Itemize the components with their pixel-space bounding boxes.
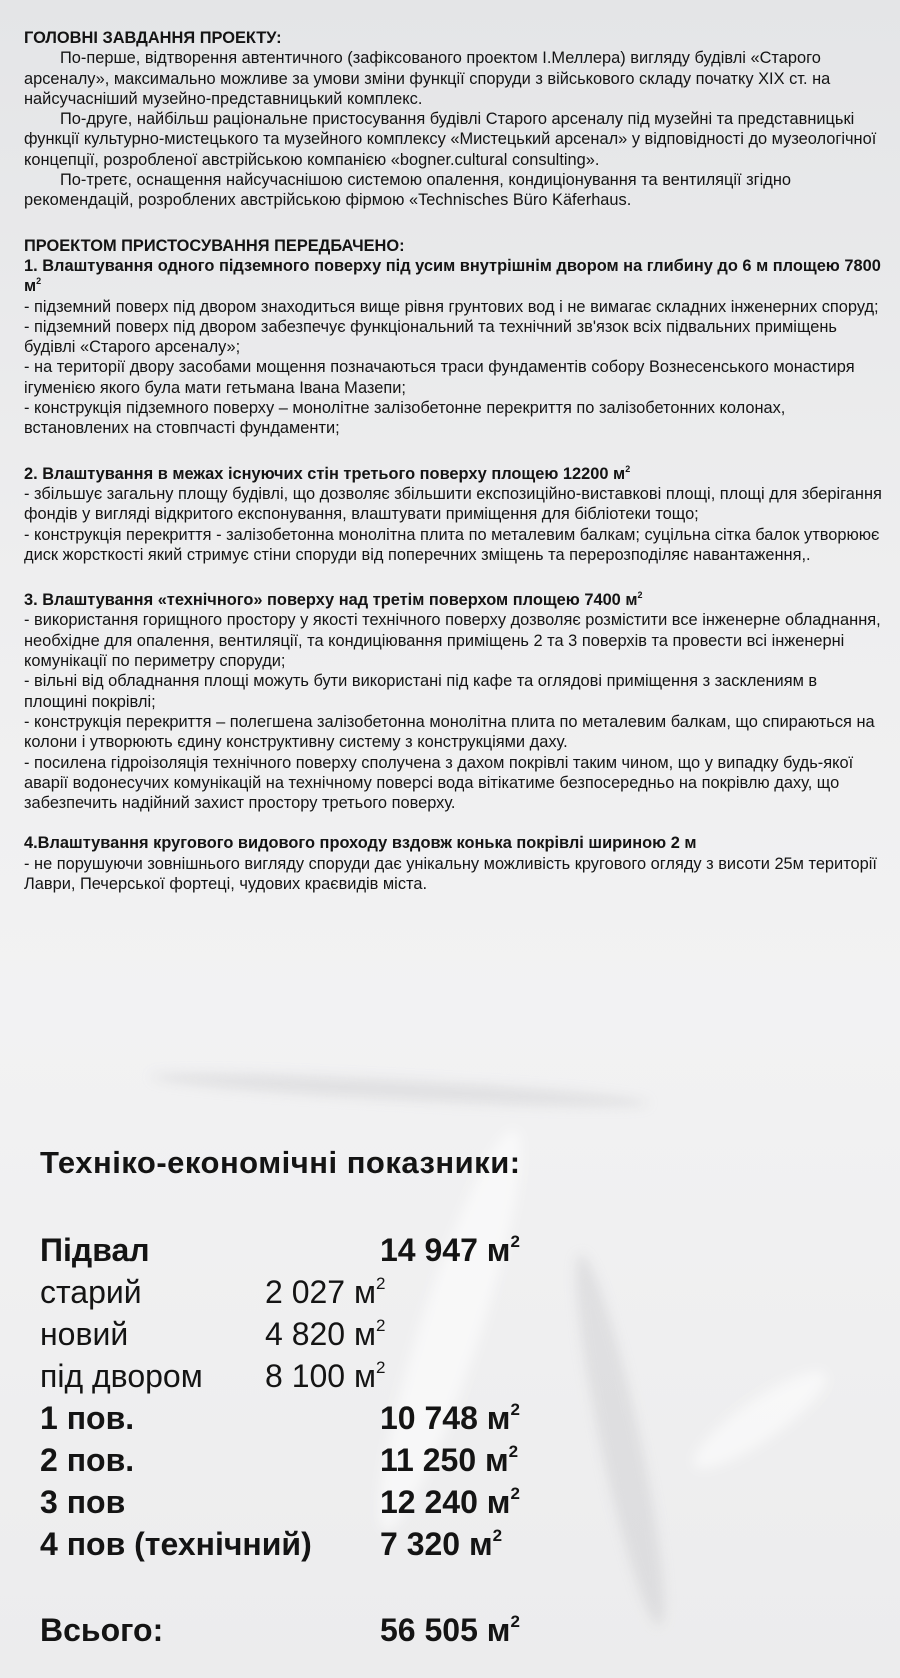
provision-line: - конструкція перекриття – полегшена залізобетонна монолітна плита по металевим балкам, що спираються на колони і утворюють єдину конструктивну систему з конструкціями даху.: [24, 712, 875, 752]
indicators-title: Техніко-економічні показники:: [40, 1145, 521, 1180]
indicator-label: Підвал: [40, 1232, 150, 1268]
indicator-value: 11 250 $м^2$: [380, 1442, 519, 1478]
paper-crease: [683, 1358, 837, 1483]
provision-line: - конструкція підземного поверху – монолітне залізобетонне перекриття по залізобетонних колонах, встановлених на стовпчасті фундаменти;: [24, 399, 786, 438]
indicator-label: 3 пов: [40, 1484, 126, 1520]
indicator-value: 14 947 $м^2$: [380, 1232, 520, 1268]
project-description: [24, 28, 884, 894]
main-task-paragraph: По-третє, оснащення найсучаснішою системою опалення, кондиціонування та вентиляції згідно рекомендацій, розроблених австрійською фірмою «Technisches Büro Käferhaus.: [24, 171, 792, 210]
paper-crease: [150, 1067, 650, 1113]
main-task-paragraph: По-друге, найбільш раціональне пристосування будівлі Старого арсеналу під музейні та представницькі функції культурно-мистецького та музейного комплексу «Мистецький арсенал» у відповідності до музеологічної концепції, розробленої австрійською компанією «bogner.cultural consulting».: [24, 110, 877, 169]
provision-line: - посилена гідроізоляція технічного поверху сполучена з дахом покрівлі таким чином, що у випадку будь-якої аварії водонесучих комунікацій на технічному поверсі вода вітікатиме безпосередньо на покрівлю даху, що забезпечить надійний захист простору третього поверху.: [24, 753, 854, 813]
indicator-value: 7 320 $м^2$: [380, 1526, 503, 1562]
provision-line: - вільні від обладнання площі можуть бути використані під кафе та оглядові приміщення з засклениям в площині покрівлі;: [24, 672, 818, 711]
provisions-heading: ПРОЕКТОМ ПРИСТОСУВАННЯ ПЕРЕДБАЧЕНО:: [24, 236, 405, 255]
indicator-label: старий: [40, 1274, 142, 1310]
indicator-value: 2 027 $м^2$: [265, 1274, 386, 1310]
indicator-label: 1 пов.: [40, 1400, 135, 1436]
main-task-paragraph: По-перше, відтворення автентичного (зафіксованого проектом І.Меллера) вигляду будівлі «Старого арсеналу», максимально можливе за умови зміни функції споруди з військового складу початку XIX ст. на найсучасніший музейно-представницький комплекс.: [24, 49, 831, 108]
provision-line: - використання горищного простору у якості технічного поверху дозволяє розмістити все інженерне обладнання, необхідне для опалення, вентиляції, та кондиціювання приміщень 2 та 3 поверхів та провести всі інженерні комунікації по периметру споруди;: [24, 611, 881, 671]
provision-line: - підземний поверх під двором забезпечує функціональний та технічний зв'язок всіх підвальних приміщень будівлі «Старого арсеналу»;: [24, 317, 837, 357]
main-tasks-heading: ГОЛОВНІ ЗАВДАННЯ ПРОЕКТУ:: [24, 29, 282, 47]
provision-item-title: 1. Влаштування одного підземного поверху під усим внутрішнім двором на глибину до 6 м площею 7800 $м^2$: [24, 256, 881, 296]
provision-line: - не порушуючи зовнішнього вигляду споруди дає унікальну можливість кругового огляду з висоти 25м території Лаври, Печерської фортеці, чудових краєвидів міста.: [24, 854, 877, 893]
indicator-label: під двором: [40, 1358, 203, 1394]
provision-item-title: 2. Влаштування в межах існуючих стін третього поверху площею 12200 $м^2$: [24, 463, 631, 483]
provision-line: - конструкція перекриття - залізобетонна монолітна плита по металевим балкам; суцільна сітка балок утворюює диск жорсткості який стримує стіни споруди від поперечних зміщень та перерозподіляє навантаження,.: [24, 525, 880, 564]
indicator-label: 4 пов (технічний): [40, 1526, 312, 1562]
indicator-value: 10 748 $м^2$: [380, 1400, 520, 1436]
provision-item-title: 3. Влаштування «технічного» поверху над третім поверхом площею 7400 $м^2$: [24, 590, 643, 610]
paper-crease: [561, 1250, 679, 1630]
indicator-value: 12 240 $м^2$: [380, 1484, 520, 1520]
indicator-label: новий: [40, 1316, 129, 1352]
indicator-label: 2 пов.: [40, 1442, 135, 1478]
indicator-value: 4 820 $м^2$: [265, 1316, 386, 1352]
indicator-value: 8 100 $м^2$: [265, 1358, 386, 1394]
indicator-label: Всього:: [40, 1612, 164, 1648]
indicator-value: 56 505 $м^2$: [380, 1612, 520, 1648]
provision-item-title: 4.Влаштування кругового видового проходу вздовж конька покрівлі шириною 2 м: [24, 834, 697, 853]
provision-line: - на території двору засобами мощення позначаються траси фундаментів собору Вознесенського монастиря ігуменією якого була мати гетьмана Івана Мазепи;: [24, 358, 855, 397]
provision-line: - збільшує загальну площу будівлі, що дозволяє збільшити експозиційно-виставкові площі, площі для зберігання фондів у вигляді відкритого експонування, влаштувати приміщення для бібліотеки тощо;: [24, 484, 882, 524]
provision-line: - підземний поверх під двором знаходиться вище рівня грунтових вод і не вимагає складних інженерних споруд;: [24, 297, 879, 316]
